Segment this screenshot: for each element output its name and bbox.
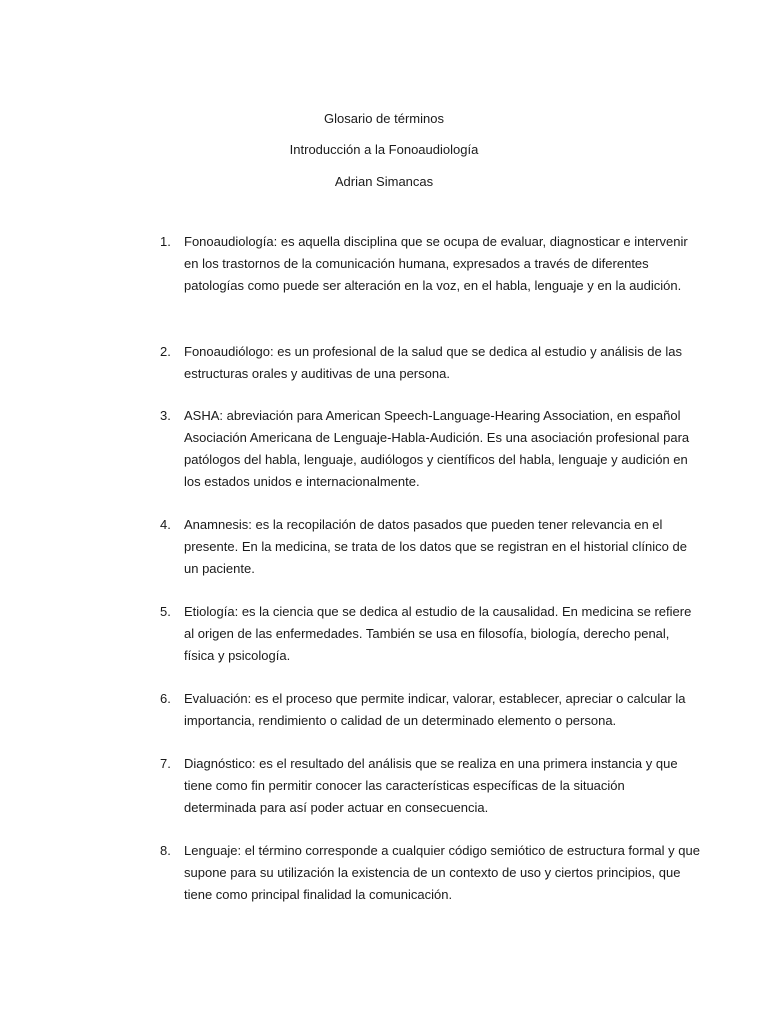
entry-text: Lenguaje: el término corresponde a cualquier código semiótico de estructura formal y que supone para su utilización la existencia de un contexto de uso y ciertos principios, que tiene como principal finalidad la comunicación.	[184, 843, 700, 902]
entry-text: ASHA: abreviación para American Speech-Language-Hearing Association, en español Asociación Americana de Lenguaje-Habla-Audición. Es una asociación profesional para patólogos del habla, lenguaje, audiólogos y científicos del habla, lenguaje y audición en los estados unidos e internacionalmente.	[184, 408, 690, 489]
entry-number: 1.	[160, 234, 171, 249]
entry-number: 4.	[160, 517, 171, 532]
entry-text: Etiología: es la ciencia que se dedica al estudio de la causalidad. En medicina se refiere al origen de las enfermedades. También se usa en filosofía, biología, derecho penal, física y psicología.	[184, 604, 692, 663]
document-author: Adrian Simancas	[334, 174, 434, 189]
entry-text: Fonoaudiología: es aquella disciplina que se ocupa de evaluar, diagnosticar e intervenir en los trastornos de la comunicación humana, expresados a través de diferentes patologías como puede ser alteración en la voz, en el habla, lenguaje y en la audición.	[184, 234, 688, 293]
document-subtitle: Introducción a la Fonoaudiología	[289, 142, 479, 157]
entry-number: 2.	[160, 344, 171, 359]
entry-number: 8.	[160, 843, 171, 858]
entry-text: Anamnesis: es la recopilación de datos pasados que pueden tener relevancia en el presente. En la medicina, se trata de los datos que se registran en el historial clínico de un paciente.	[184, 517, 687, 576]
entry-number: 3.	[160, 408, 171, 423]
entry-text: Fonoaudiólogo: es un profesional de la salud que se dedica al estudio y análisis de las estructuras orales y auditivas de una persona.	[184, 344, 682, 381]
entry-number: 6.	[160, 691, 171, 706]
entry-number: 7.	[160, 756, 171, 771]
entry-number: 5.	[160, 604, 171, 619]
entry-text: Diagnóstico: es el resultado del análisis que se realiza en una primera instancia y que tiene como fin permitir conocer las características específicas de la situación determinada para así poder actuar en consecuencia.	[184, 756, 678, 815]
entry-text: Evaluación: es el proceso que permite indicar, valorar, establecer, apreciar o calcular la importancia, rendimiento o calidad de un determinado elemento o persona.	[184, 691, 686, 728]
document-title: Glosario de términos	[324, 111, 444, 126]
